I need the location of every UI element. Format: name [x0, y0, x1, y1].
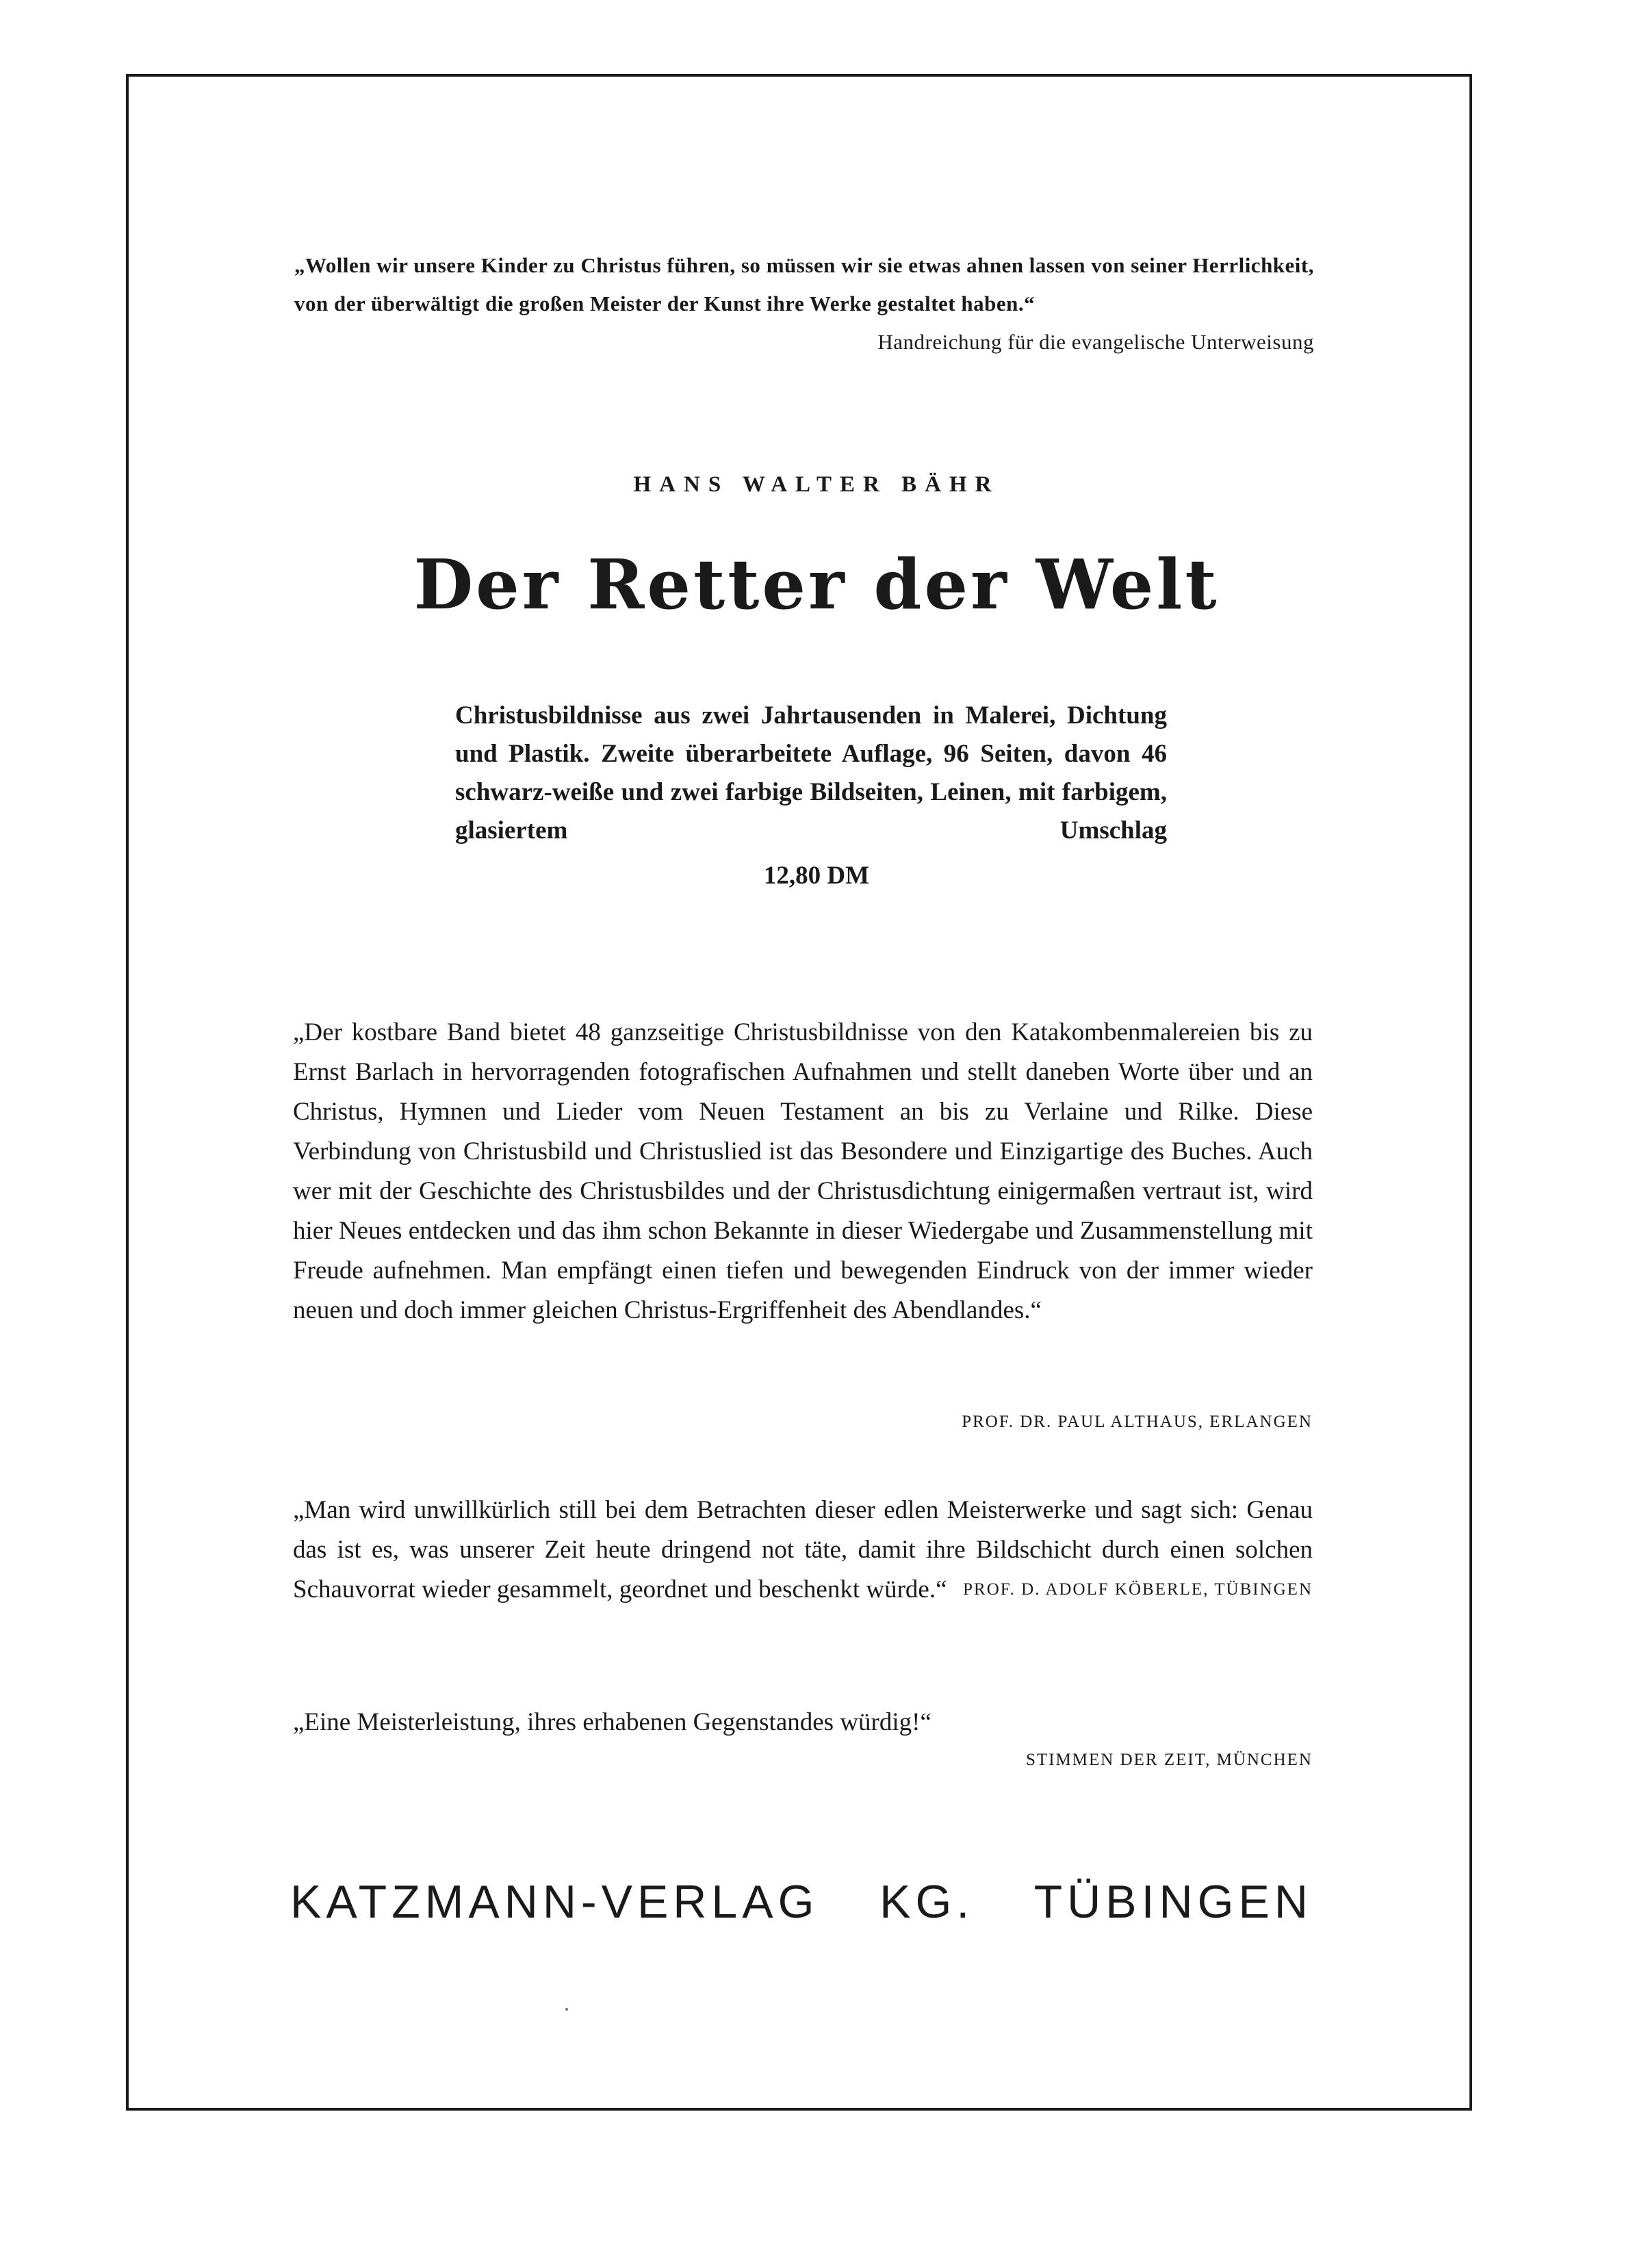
review-koeberle-attribution: PROF. D. ADOLF KÖBERLE, TÜBINGEN [963, 1580, 1313, 1599]
review-stimmen-attribution: STIMMEN DER ZEIT, MÜNCHEN [1026, 1751, 1313, 1769]
print-speck [565, 2008, 568, 2011]
review-althaus-attribution: PROF. DR. PAUL ALTHAUS, ERLANGEN [962, 1413, 1313, 1431]
review-koeberle [293, 1491, 1313, 1610]
book-description: Christusbildnisse aus zwei Jahrtausenden in Malerei, Dichtung und Plastik. Zweite überarbeitete Auflage, 96 Seiten, davon 46 schwarz-weiße und zwei farbige Bildseiten, Leinen, mit farbigem, glasiertem Umschlag [455, 701, 1167, 845]
intro-quote-source: Handreichung für die evangelische Unterweisung [877, 330, 1314, 354]
book-title: Der Retter der Welt [413, 544, 1220, 625]
review-stimmen: „Eine Meisterleistung, ihres erhabenen Gegenstandes würdig!“ [293, 1708, 931, 1736]
review-althaus: „Der kostbare Band bietet 48 ganzseitige Christusbildnisse von den Katakombenmalereien bis zu Ernst Barlach in hervorragenden fotografischen Aufnahmen und stellt daneben Worte über und an Christus, Hymnen und Lieder vom Neuen Testament an bis zu Verlaine und Rilke. Diese Verbindung von Christusbild und Christuslied ist das Besondere und Einzigartige des Buches. Auch wer mit der Geschichte des Christusbildes und der Christusdichtung einigermaßen vertraut ist, wird hier Neues entdecken und das ihm schon Bekannte in dieser Wiedergabe und Zusammenstellung mit Freude aufnehmen. Man empfängt einen tiefen und bewegenden Eindruck von der immer wieder neuen und doch immer gleichen Christus-Ergriffenheit des Abendlandes.“ [293, 1018, 1313, 1324]
publisher-name: KATZMANN-VERLAG KG. TÜBINGEN [290, 1876, 1313, 1928]
intro-quote [294, 246, 1314, 361]
book-price: 12,80 DM [763, 862, 870, 890]
review-koeberle-text: „Man wird unwillkürlich still bei dem Betrachten dieser edlen Meisterwerke und sagt sich: Genau das ist es, was unserer Zeit heute dringend not täte, damit ihre Bildschicht durch einen solchen Schauvorrat wieder gesammelt, geordnet und beschenkt würde.“ [293, 1496, 1313, 1603]
intro-quote-text: „Wollen wir unsere Kinder zu Christus führen, so müssen wir sie etwas ahnen lassen von seiner Herrlichkeit, von der überwältigt die großen Meister der Kunst ihre Werke gestaltet haben.“ [294, 253, 1314, 315]
book-author: HANS WALTER BÄHR [633, 472, 1000, 497]
